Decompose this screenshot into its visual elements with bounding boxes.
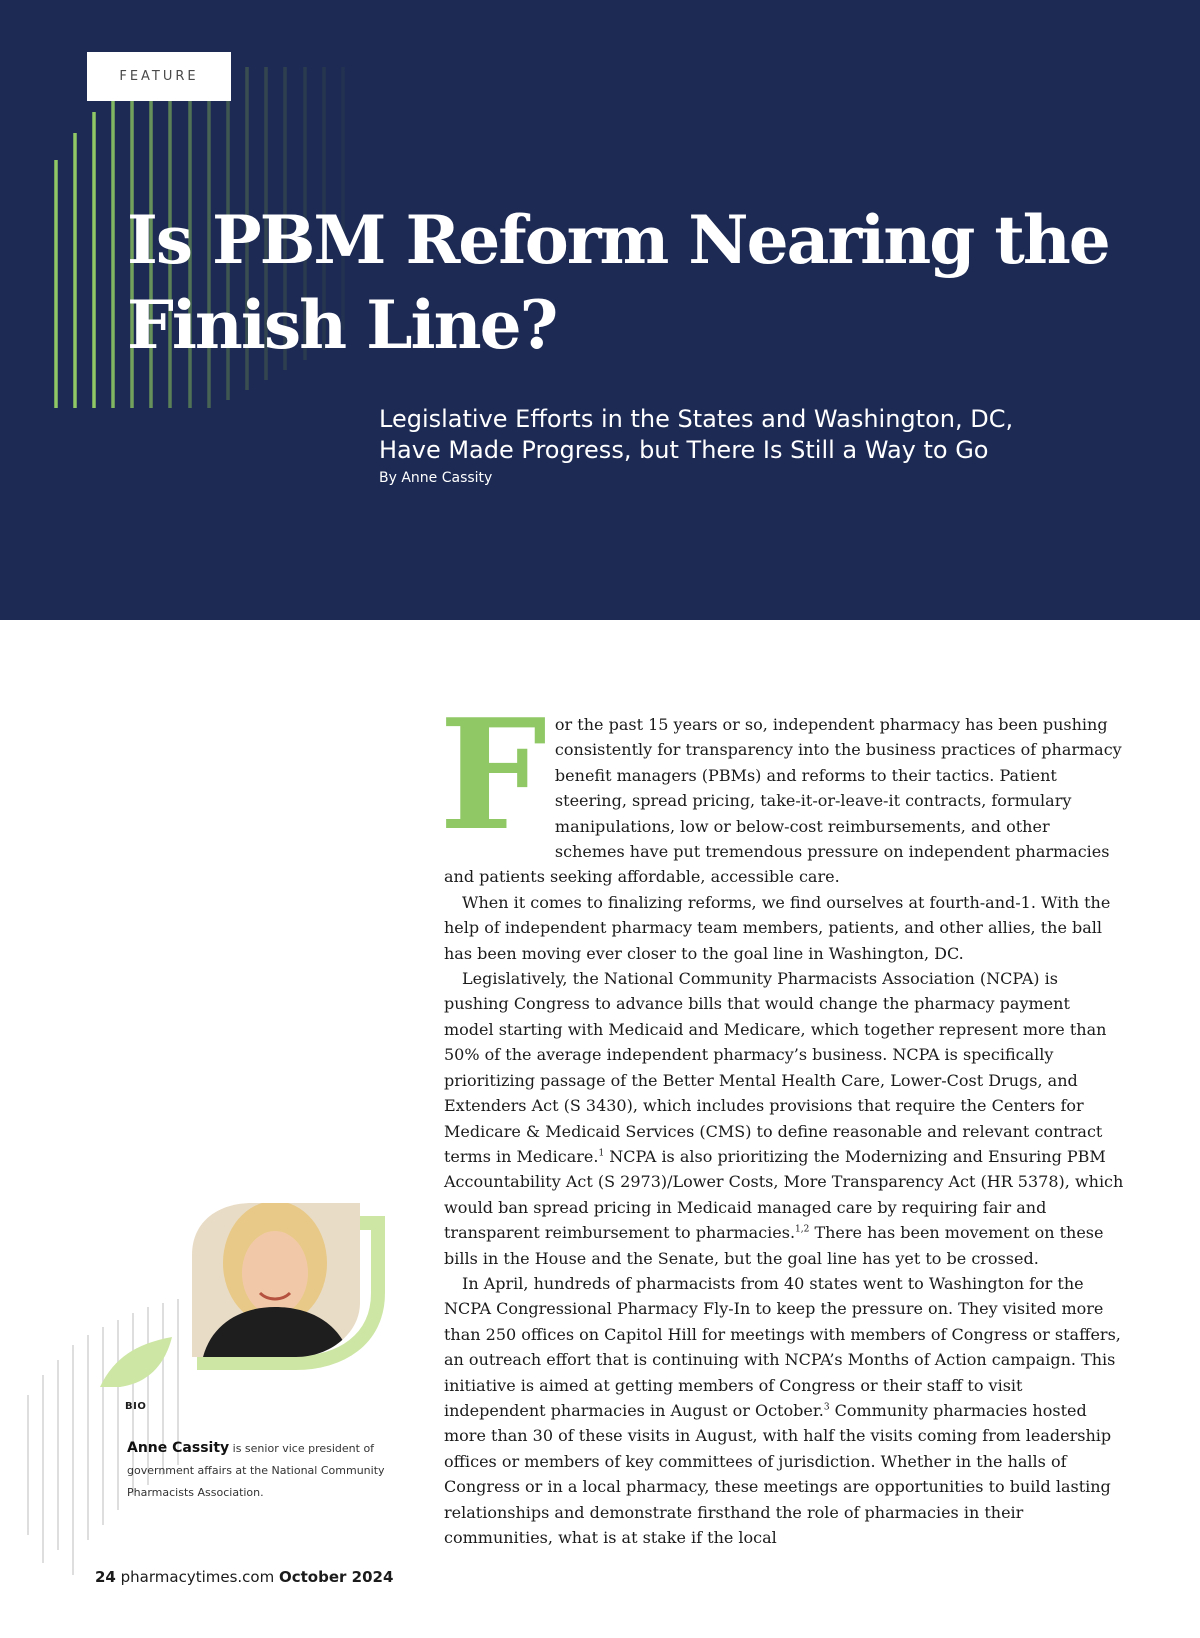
- site-name: pharmacytimes.com: [115, 1568, 279, 1586]
- issue-date: October 2024: [278, 1568, 394, 1586]
- paragraph-2: When it comes to finalizing reforms, we find ourselves at fourth-and-1. With the help of independent pharmacy team members, patients, and other allies, the ball has been moving ever closer to the goal line in Washington, DC.: [444, 892, 1111, 963]
- header-banner: [0, 0, 1200, 620]
- page-footer: [95, 1568, 393, 1586]
- reference-marker: 3: [823, 1402, 830, 1413]
- paragraph-1-text: or the past 15 years or so, independent pharmacy has been pushing consistently for transparency into the business practices of pharmacy benefit managers (PBMs) and reforms to their tactics. Patient steering, spread pricing, take-it-or-leave-it contracts, formulary manipulations, low or below-cost reimbursements, and other schemes have put tremendous pressure on independent pharmacies and patients seeking affordable, accessible care.: [444, 715, 1122, 887]
- paragraph-4-part-a: In April, hundreds of pharmacists from 40 states went to Washington for the NCPA Congressional Pharmacy Fly-In to keep the pressure on. They visited more than 250 offices on Capitol Hill for meetings with members of Congress or staffers, an outreach effort that is continuing with NCPA’s Months of Action campaign. This initiative is aimed at getting members of Congress or their staff to visit independent pharmacies in August or October.: [444, 1273, 1121, 1420]
- subtitle-line-1: Legislative Efforts in the States and Washington, DC,: [379, 405, 1014, 433]
- title-line-2: Finish Line?: [127, 286, 557, 364]
- author-bio-text: is senior vice president of government affairs at the National Community Pharmacists Association.: [127, 1442, 385, 1499]
- author-bio-graphic: [20, 1195, 420, 1575]
- paragraph-3-part-a: Legislatively, the National Community Pharmacists Association (NCPA) is pushing Congress to advance bills that would change the pharmacy payment model starting with Medicaid and Medicare, which together represent more than 50% of the average independent pharmacy’s business. NCPA is specifically prioritizing passage of the Better Mental Health Care, Lower-Cost Drugs, and Extenders Act (S 3430), which includes provisions that require the Centers for Medicare & Medicaid Services (CMS) to define reasonable and relevant contract terms in Medicare.: [444, 969, 1107, 1166]
- page-number: 24: [95, 1568, 116, 1586]
- bio-label: BIO: [125, 1401, 147, 1412]
- reference-marker: 1,2: [795, 1224, 810, 1235]
- paragraph-4-part-b: Community pharmacies hosted more than 30 of these visits in August, with half the visits coming from leadership offices or members of key committees of jurisdiction. Whether in the halls of Congress or in a local pharmacy, these meetings are opportunities to build lasting relationships and demonstrate firsthand the role of pharmacies in their communities, what is at stake if the local: [444, 1400, 1112, 1547]
- drop-cap: F: [439, 685, 547, 864]
- title-line-1: Is PBM Reform Nearing the: [127, 201, 1109, 279]
- paragraph-1: [439, 685, 1124, 890]
- bio-leaf-badge: [100, 1337, 172, 1387]
- paragraph-4: [444, 1271, 1124, 1550]
- author-bio: [127, 1437, 397, 1504]
- paragraph-3-part-b: NCPA is also prioritizing the Modernizing and Ensuring PBM Accountability Act (S 2973)/Lower Costs, More Transparency Act (HR 5378), which would ban spread pricing in Medicaid managed care by requiring fair and transparent reimbursement to pharmacies.: [444, 1146, 1124, 1243]
- article-subtitle: [379, 404, 1119, 466]
- section-tag: FEATURE: [87, 52, 231, 101]
- subtitle-line-2: Have Made Progress, but There Is Still a Way to Go: [379, 436, 989, 464]
- author-name: Anne Cassity: [127, 1440, 230, 1456]
- reference-marker: 1: [598, 1148, 605, 1159]
- byline: By Anne Cassity: [379, 470, 493, 486]
- article-body: [439, 685, 1124, 1550]
- article-title: [127, 198, 1127, 368]
- paragraph-3-part-c: There has been movement on these bills in the House and the Senate, but the goal line has yet to be crossed.: [444, 1223, 1104, 1268]
- paragraph-3: [444, 966, 1124, 1271]
- author-photo: [180, 1195, 370, 1365]
